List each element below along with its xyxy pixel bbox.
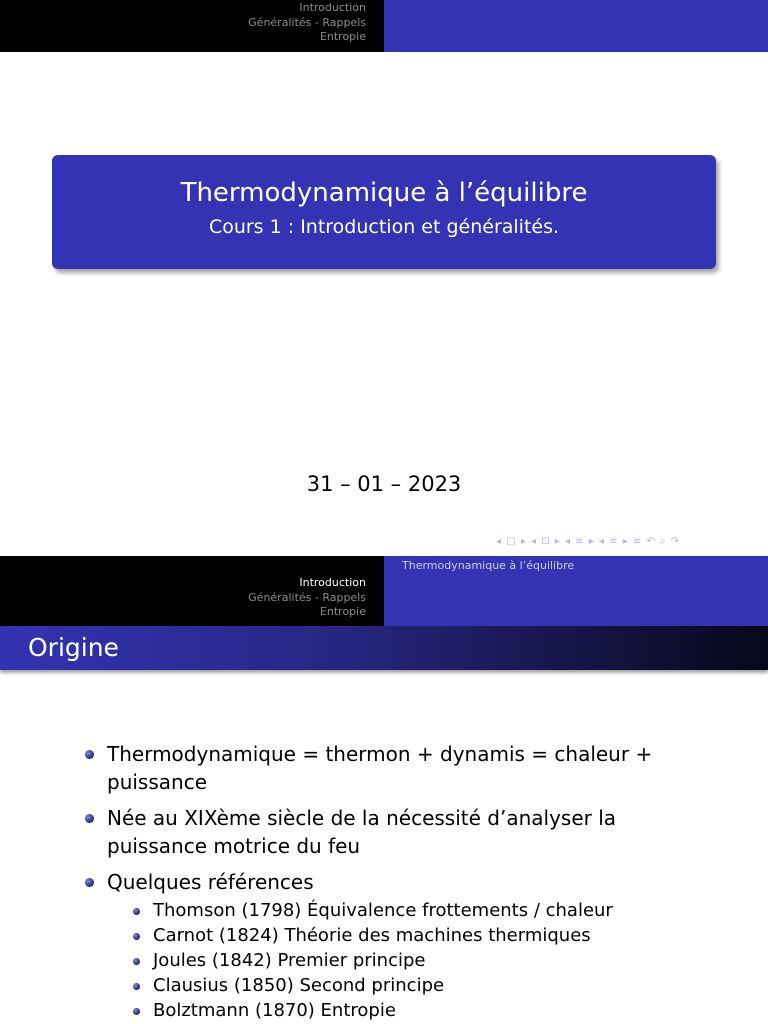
slide2-header-title: Thermodynamique à l’équilibre [402, 559, 575, 572]
slide1-nav-generalites[interactable]: Généralités - Rappels [248, 15, 366, 29]
sub-bullet-icon [133, 958, 140, 965]
slide-content [0, 740, 768, 1023]
title-block [52, 155, 716, 269]
bullet-item [0, 868, 768, 896]
slide1-nav-entropie[interactable]: Entropie [319, 30, 366, 43]
reference-item [0, 923, 768, 948]
bullet-item [0, 740, 768, 796]
presentation-date: 31 – 01 – 2023 [306, 472, 462, 496]
bullet-text: Thermodynamique = thermon + dynamis = chaleur + puissance [107, 742, 653, 794]
bullet-text: Née au XIXème siècle de la nécessité d’analyser la puissance motrice du feu [107, 806, 617, 858]
sub-bullet-icon [133, 933, 140, 940]
reference-text: Thomson (1798) Équivalence frottements / chaleur [153, 900, 613, 921]
frame-title: Origine [28, 633, 119, 662]
reference-text: Clausius (1850) Second principe [153, 975, 445, 996]
bullet-icon [85, 750, 94, 759]
bullet-item [0, 804, 768, 860]
reference-item [0, 948, 768, 973]
beamer-navigation-symbols[interactable]: ◂ □ ▸ ◂ ⊡ ▸ ◂ ≡ ▸ ◂ ≡ ▸ ≡ ↶ ⌕ ↷ [496, 536, 681, 547]
sub-bullet-icon [133, 1008, 140, 1015]
sub-bullet-icon [133, 908, 140, 915]
bullet-icon [85, 814, 94, 823]
slide1-header-band [384, 0, 768, 52]
reference-item [0, 998, 768, 1023]
slide2-nav-entropie[interactable]: Entropie [319, 605, 366, 618]
reference-text: Bolztmann (1870) Entropie [153, 1000, 396, 1021]
presentation-subtitle: Cours 1 : Introduction et généralités. [208, 216, 560, 238]
reference-item [0, 898, 768, 923]
reference-text: Carnot (1824) Théorie des machines thermiques [153, 925, 591, 946]
bullet-icon [85, 878, 94, 887]
slide2-nav-generalites[interactable]: Généralités - Rappels [248, 590, 366, 604]
reference-text: Joules (1842) Premier principe [153, 950, 426, 971]
presentation-title: Thermodynamique à l’équilibre [180, 178, 588, 208]
reference-item [0, 973, 768, 998]
slide2-header-band [384, 556, 768, 626]
slide1-nav-panel [0, 0, 384, 52]
slide2-nav-panel [0, 556, 384, 626]
frame-title-bar [0, 626, 768, 670]
slide1-nav-introduction[interactable]: Introduction [299, 1, 366, 14]
slide2-nav-introduction[interactable]: Introduction [299, 576, 366, 589]
bullet-text: Quelques références [107, 870, 314, 894]
sub-bullet-icon [133, 983, 140, 990]
